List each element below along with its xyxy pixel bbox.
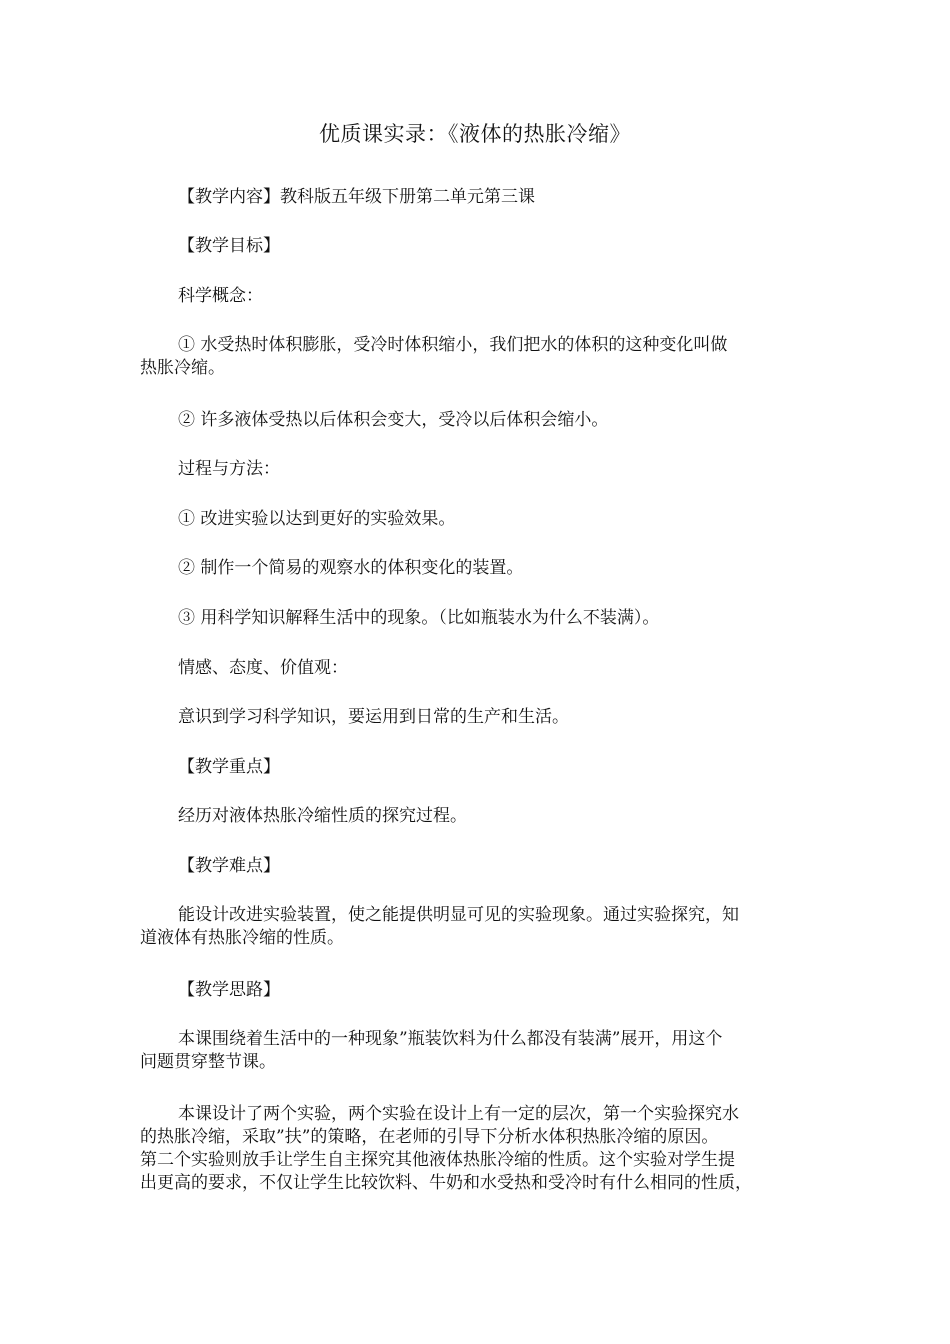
science-concept-label: 科学概念： xyxy=(178,286,263,306)
approach-para-2-line-4: 出更高的要求，不仅让学生比较饮料、牛奶和水受热和受冷时有什么相同的性质， xyxy=(140,1173,752,1193)
teaching-goals-heading: 【教学目标】 xyxy=(178,236,280,256)
difficulty-heading: 【教学难点】 xyxy=(178,856,280,876)
concept-item-2: ② 许多液体受热以后体积会变大，受冷以后体积会缩小。 xyxy=(178,410,609,430)
method-item-1: ① 改进实验以达到更好的实验效果。 xyxy=(178,509,456,529)
approach-para-2-line-2: 的热胀冷缩，采取”扶”的策略，在老师的引导下分析水体积热胀冷缩的原因。 xyxy=(140,1127,719,1147)
concept-item-1-line-1: ① 水受热时体积膨胀，受冷时体积缩小，我们把水的体积的这种变化叫做 xyxy=(178,335,728,355)
difficulty-line-1: 能设计改进实验装置，使之能提供明显可见的实验现象。通过实验探究，知 xyxy=(178,905,739,925)
method-item-3: ③ 用科学知识解释生活中的现象。（比如瓶装水为什么不装满）。 xyxy=(178,608,660,628)
difficulty-line-2: 道液体有热胀冷缩的性质。 xyxy=(140,928,344,948)
approach-para-1-line-1: 本课围绕着生活中的一种现象”瓶装饮料为什么都没有装满”展开，用这个 xyxy=(178,1029,723,1049)
document-title: 优质课实录：《液体的热胀冷缩》 xyxy=(319,122,631,146)
method-item-2: ② 制作一个简易的观察水的体积变化的装置。 xyxy=(178,558,524,578)
approach-para-1-line-2: 问题贯穿整节课。 xyxy=(140,1052,276,1072)
process-method-label: 过程与方法： xyxy=(178,459,280,479)
approach-para-2-line-1: 本课设计了两个实验，两个实验在设计上有一定的层次，第一个实验探究水 xyxy=(178,1104,739,1124)
teaching-content-line: 【教学内容】教科版五年级下册第二单元第三课 xyxy=(178,187,535,207)
key-point-text: 经历对液体热胀冷缩性质的探究过程。 xyxy=(178,806,467,826)
concept-item-1-line-2: 热胀冷缩。 xyxy=(140,358,225,378)
attitude-label: 情感、态度、价值观： xyxy=(178,658,348,678)
attitude-item: 意识到学习科学知识，要运用到日常的生产和生活。 xyxy=(178,707,569,727)
approach-heading: 【教学思路】 xyxy=(178,980,280,1000)
approach-para-2-line-3: 第二个实验则放手让学生自主探究其他液体热胀冷缩的性质。这个实验对学生提 xyxy=(140,1150,735,1170)
key-point-heading: 【教学重点】 xyxy=(178,757,280,777)
